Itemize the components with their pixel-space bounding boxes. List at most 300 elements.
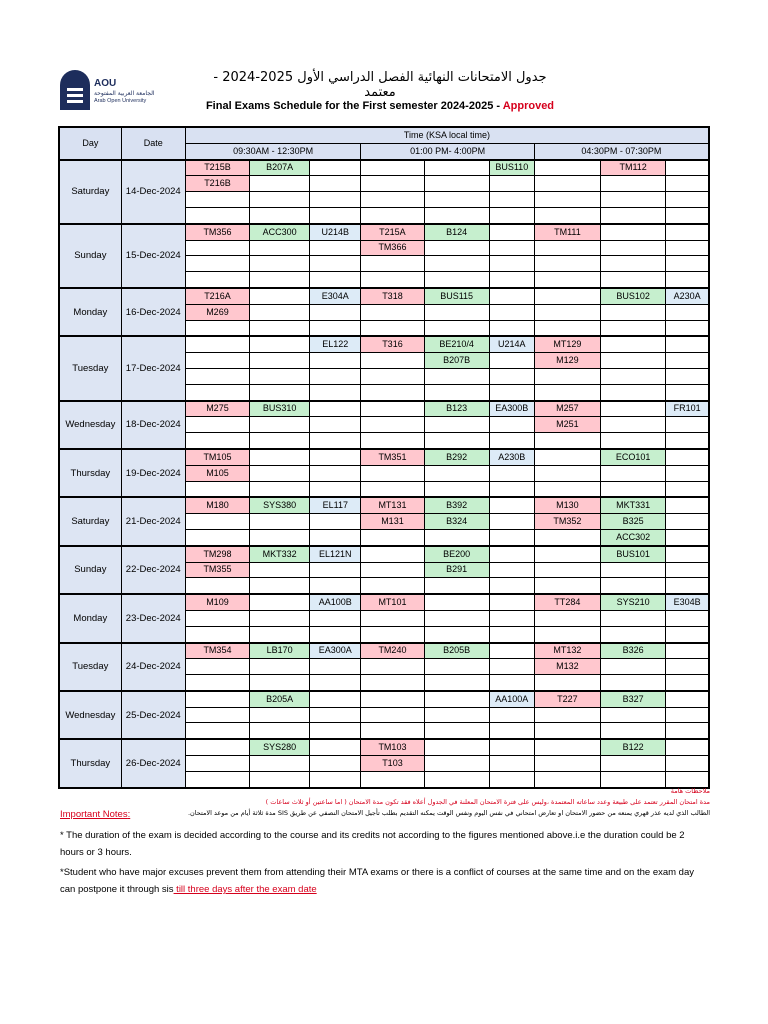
time-slot-header: 01:00 PM- 4:00PM [361, 143, 534, 159]
empty-cell [310, 756, 361, 772]
empty-cell [601, 610, 666, 626]
day-cell: Saturday [59, 497, 121, 545]
empty-cell [489, 320, 534, 336]
empty-cell [601, 207, 666, 223]
course-cell: TM105 [185, 449, 249, 465]
empty-cell [666, 449, 709, 465]
course-cell: MT129 [534, 336, 600, 352]
empty-cell [489, 192, 534, 208]
empty-cell [489, 272, 534, 288]
empty-cell [250, 176, 310, 192]
empty-cell [424, 160, 489, 176]
empty-cell [489, 756, 534, 772]
course-cell: T215B [185, 160, 249, 176]
empty-cell [666, 739, 709, 755]
empty-cell [250, 433, 310, 449]
empty-cell [361, 578, 424, 594]
empty-cell [310, 465, 361, 481]
empty-cell [361, 256, 424, 272]
empty-cell [601, 272, 666, 288]
empty-cell [361, 659, 424, 675]
course-cell: TM352 [534, 514, 600, 530]
empty-cell [361, 675, 424, 691]
empty-cell [489, 384, 534, 400]
empty-cell [534, 626, 600, 642]
empty-cell [489, 497, 534, 513]
empty-cell [489, 659, 534, 675]
empty-cell [250, 481, 310, 497]
empty-cell [361, 401, 424, 417]
course-cell: B205A [250, 691, 310, 707]
empty-cell [361, 207, 424, 223]
empty-cell [489, 643, 534, 659]
empty-cell [489, 417, 534, 433]
empty-cell [601, 675, 666, 691]
course-cell: TM298 [185, 546, 249, 562]
empty-cell [310, 207, 361, 223]
empty-cell [534, 578, 600, 594]
empty-cell [424, 465, 489, 481]
empty-cell [489, 176, 534, 192]
empty-cell [185, 514, 249, 530]
empty-cell [601, 707, 666, 723]
empty-cell [534, 433, 600, 449]
empty-cell [310, 384, 361, 400]
empty-cell [666, 192, 709, 208]
empty-cell [534, 465, 600, 481]
course-cell: M180 [185, 497, 249, 513]
empty-cell [666, 207, 709, 223]
day-cell: Sunday [59, 546, 121, 594]
empty-cell [534, 739, 600, 755]
empty-cell [361, 433, 424, 449]
empty-cell [361, 304, 424, 320]
date-cell: 22-Dec-2024 [121, 546, 185, 594]
empty-cell [310, 353, 361, 369]
empty-cell [361, 562, 424, 578]
empty-cell [310, 626, 361, 642]
empty-cell [601, 756, 666, 772]
empty-cell [424, 304, 489, 320]
empty-cell [250, 192, 310, 208]
empty-cell [250, 610, 310, 626]
course-cell: E304A [310, 288, 361, 304]
course-cell: MKT332 [250, 546, 310, 562]
table-row [59, 160, 709, 176]
empty-cell [666, 756, 709, 772]
empty-cell [361, 320, 424, 336]
course-cell: M257 [534, 401, 600, 417]
empty-cell [489, 224, 534, 240]
empty-cell [310, 707, 361, 723]
empty-cell [424, 240, 489, 256]
course-cell: BUS102 [601, 288, 666, 304]
title-english [200, 100, 560, 112]
empty-cell [361, 610, 424, 626]
course-cell: TM355 [185, 562, 249, 578]
empty-cell [534, 272, 600, 288]
empty-cell [310, 739, 361, 755]
course-cell: M129 [534, 353, 600, 369]
empty-cell [310, 433, 361, 449]
empty-cell [601, 353, 666, 369]
empty-cell [361, 546, 424, 562]
date-cell: 15-Dec-2024 [121, 224, 185, 288]
day-cell: Saturday [59, 160, 121, 224]
empty-cell [310, 368, 361, 384]
empty-cell [361, 272, 424, 288]
empty-cell [666, 433, 709, 449]
empty-cell [601, 368, 666, 384]
empty-cell [666, 610, 709, 626]
day-cell: Monday [59, 594, 121, 642]
empty-cell [185, 384, 249, 400]
course-cell: MT132 [534, 643, 600, 659]
column-header-date: Date [121, 127, 185, 160]
course-cell: BE200 [424, 546, 489, 562]
empty-cell [250, 272, 310, 288]
date-cell: 17-Dec-2024 [121, 336, 185, 400]
empty-cell [424, 368, 489, 384]
empty-cell [666, 465, 709, 481]
empty-cell [534, 384, 600, 400]
empty-cell [489, 368, 534, 384]
empty-cell [310, 578, 361, 594]
course-cell: A230A [666, 288, 709, 304]
time-header: Time (KSA local time) [185, 127, 709, 143]
empty-cell [424, 659, 489, 675]
empty-cell [666, 353, 709, 369]
course-cell: TM356 [185, 224, 249, 240]
empty-cell [185, 353, 249, 369]
empty-cell [310, 659, 361, 675]
empty-cell [534, 176, 600, 192]
empty-cell [310, 723, 361, 739]
empty-cell [185, 433, 249, 449]
empty-cell [250, 626, 310, 642]
empty-cell [361, 529, 424, 545]
empty-cell [185, 756, 249, 772]
empty-cell [424, 739, 489, 755]
empty-cell [361, 417, 424, 433]
empty-cell [601, 578, 666, 594]
table-row [59, 643, 709, 659]
empty-cell [250, 465, 310, 481]
empty-cell [666, 368, 709, 384]
title-english-text: Final Exams Schedule for the First semester 2024-2025 - [205, 100, 503, 112]
empty-cell [666, 546, 709, 562]
arabic-notes-heading: ملاحظات هامة [670, 787, 710, 795]
empty-cell [489, 481, 534, 497]
day-cell: Monday [59, 288, 121, 336]
empty-cell [601, 433, 666, 449]
empty-cell [666, 336, 709, 352]
empty-cell [601, 417, 666, 433]
empty-cell [250, 529, 310, 545]
course-cell: EL122 [310, 336, 361, 352]
course-cell: EA300B [489, 401, 534, 417]
course-cell: M105 [185, 465, 249, 481]
empty-cell [666, 240, 709, 256]
empty-cell [310, 176, 361, 192]
empty-cell [310, 691, 361, 707]
english-notes [60, 806, 710, 898]
course-cell: M132 [534, 659, 600, 675]
empty-cell [424, 433, 489, 449]
empty-cell [361, 626, 424, 642]
empty-cell [489, 739, 534, 755]
course-cell: LB170 [250, 643, 310, 659]
empty-cell [534, 529, 600, 545]
empty-cell [424, 578, 489, 594]
empty-cell [666, 384, 709, 400]
day-cell: Thursday [59, 449, 121, 497]
approved-badge: Approved [502, 100, 555, 112]
empty-cell [601, 320, 666, 336]
table-row [59, 288, 709, 304]
empty-cell [666, 691, 709, 707]
empty-cell [185, 610, 249, 626]
empty-cell [666, 659, 709, 675]
empty-cell [424, 610, 489, 626]
empty-cell [666, 562, 709, 578]
empty-cell [361, 707, 424, 723]
empty-cell [601, 384, 666, 400]
empty-cell [666, 256, 709, 272]
empty-cell [424, 723, 489, 739]
course-cell: M269 [185, 304, 249, 320]
table-row [59, 497, 709, 513]
empty-cell [534, 160, 600, 176]
empty-cell [424, 272, 489, 288]
empty-cell [489, 207, 534, 223]
empty-cell [185, 272, 249, 288]
empty-cell [601, 176, 666, 192]
empty-cell [601, 336, 666, 352]
course-cell: SYS380 [250, 497, 310, 513]
date-cell: 21-Dec-2024 [121, 497, 185, 545]
empty-cell [424, 192, 489, 208]
note-deadline-text: till three days after the exam date [173, 884, 317, 895]
course-cell: MT131 [361, 497, 424, 513]
empty-cell [666, 529, 709, 545]
empty-cell [424, 691, 489, 707]
empty-cell [534, 368, 600, 384]
empty-cell [666, 272, 709, 288]
empty-cell [489, 529, 534, 545]
empty-cell [310, 417, 361, 433]
course-cell: ECO101 [601, 449, 666, 465]
empty-cell [489, 707, 534, 723]
day-cell: Wednesday [59, 401, 121, 449]
empty-cell [310, 304, 361, 320]
course-cell: B291 [424, 562, 489, 578]
empty-cell [666, 224, 709, 240]
empty-cell [601, 465, 666, 481]
course-cell: T103 [361, 756, 424, 772]
course-cell: BE210/4 [424, 336, 489, 352]
date-cell: 24-Dec-2024 [121, 643, 185, 691]
university-logo [60, 70, 180, 112]
course-cell: EL121N [310, 546, 361, 562]
empty-cell [534, 723, 600, 739]
empty-cell [534, 449, 600, 465]
empty-cell [310, 240, 361, 256]
empty-cell [361, 160, 424, 176]
empty-cell [361, 368, 424, 384]
course-cell: M131 [361, 514, 424, 530]
empty-cell [489, 288, 534, 304]
empty-cell [250, 353, 310, 369]
empty-cell [250, 659, 310, 675]
empty-cell [250, 578, 310, 594]
empty-cell [424, 417, 489, 433]
course-cell: M251 [534, 417, 600, 433]
empty-cell [361, 353, 424, 369]
empty-cell [424, 529, 489, 545]
empty-cell [310, 256, 361, 272]
empty-cell [601, 626, 666, 642]
empty-cell [534, 610, 600, 626]
empty-cell [185, 659, 249, 675]
course-cell: AA100A [489, 691, 534, 707]
empty-cell [185, 739, 249, 755]
course-cell: B325 [601, 514, 666, 530]
empty-cell [185, 481, 249, 497]
empty-cell [250, 514, 310, 530]
course-cell: SYS280 [250, 739, 310, 755]
course-cell: TM366 [361, 240, 424, 256]
logo-abbr: AOU [94, 78, 117, 89]
arabic-note-2: الطالب الذي لديه عذر قهري يمنعه من حضور الامتحان او تعارض امتحاني في نفس اليوم ونفس الوقت يمكنه التقديم بطلب تأجيل الامتحان النصفي عن طريق SIS مدة ثلاثة أيام من موعد الامتحان. [187, 809, 710, 817]
course-cell: E304B [666, 594, 709, 610]
empty-cell [489, 626, 534, 642]
empty-cell [424, 481, 489, 497]
table-row [59, 546, 709, 562]
empty-cell [185, 691, 249, 707]
empty-cell [361, 176, 424, 192]
important-notes-heading: Important Notes: [60, 809, 131, 820]
empty-cell [424, 626, 489, 642]
course-cell: EL117 [310, 497, 361, 513]
course-cell: B123 [424, 401, 489, 417]
empty-cell [185, 207, 249, 223]
english-note-1: * The duration of the exam is decided according to the course and its credits not according to the figures mentioned above.i.e the duration could be 2 hours or 3 hours. [60, 830, 685, 858]
date-cell: 26-Dec-2024 [121, 739, 185, 787]
course-cell: TM111 [534, 224, 600, 240]
empty-cell [310, 449, 361, 465]
course-cell: B392 [424, 497, 489, 513]
course-cell: B207B [424, 353, 489, 369]
empty-cell [250, 288, 310, 304]
course-cell: B124 [424, 224, 489, 240]
course-cell: B324 [424, 514, 489, 530]
empty-cell [250, 368, 310, 384]
course-cell: A230B [489, 449, 534, 465]
empty-cell [361, 691, 424, 707]
empty-cell [534, 707, 600, 723]
empty-cell [534, 288, 600, 304]
empty-cell [601, 304, 666, 320]
empty-cell [185, 320, 249, 336]
empty-cell [424, 256, 489, 272]
exam-schedule-table [58, 126, 710, 789]
empty-cell [185, 417, 249, 433]
course-cell: M130 [534, 497, 600, 513]
empty-cell [666, 707, 709, 723]
day-cell: Wednesday [59, 691, 121, 739]
empty-cell [666, 514, 709, 530]
empty-cell [666, 176, 709, 192]
empty-cell [601, 401, 666, 417]
course-cell: ACC300 [250, 224, 310, 240]
empty-cell [601, 224, 666, 240]
course-cell: B205B [424, 643, 489, 659]
course-cell: U214A [489, 336, 534, 352]
course-cell: T216B [185, 176, 249, 192]
empty-cell [250, 707, 310, 723]
empty-cell [310, 514, 361, 530]
empty-cell [666, 497, 709, 513]
course-cell: BUS310 [250, 401, 310, 417]
course-cell: MKT331 [601, 497, 666, 513]
course-cell: M275 [185, 401, 249, 417]
empty-cell [185, 707, 249, 723]
empty-cell [185, 626, 249, 642]
course-cell: TM240 [361, 643, 424, 659]
empty-cell [424, 756, 489, 772]
day-cell: Tuesday [59, 336, 121, 400]
course-cell: T227 [534, 691, 600, 707]
course-cell: B327 [601, 691, 666, 707]
day-cell: Tuesday [59, 643, 121, 691]
empty-cell [489, 304, 534, 320]
course-cell: B207A [250, 160, 310, 176]
empty-cell [361, 723, 424, 739]
course-cell: BUS115 [424, 288, 489, 304]
empty-cell [489, 465, 534, 481]
empty-cell [601, 481, 666, 497]
empty-cell [310, 320, 361, 336]
date-cell: 14-Dec-2024 [121, 160, 185, 224]
empty-cell [489, 353, 534, 369]
course-cell: ACC302 [601, 529, 666, 545]
empty-cell [250, 320, 310, 336]
empty-cell [310, 610, 361, 626]
empty-cell [310, 675, 361, 691]
empty-cell [534, 546, 600, 562]
empty-cell [361, 384, 424, 400]
course-cell: B326 [601, 643, 666, 659]
course-cell: TT284 [534, 594, 600, 610]
logo-name-ar: الجامعة العربية المفتوحة [94, 90, 155, 97]
empty-cell [601, 192, 666, 208]
course-cell: T216A [185, 288, 249, 304]
empty-cell [666, 160, 709, 176]
empty-cell [250, 417, 310, 433]
empty-cell [185, 578, 249, 594]
date-cell: 19-Dec-2024 [121, 449, 185, 497]
empty-cell [185, 529, 249, 545]
empty-cell [489, 562, 534, 578]
course-cell: TM354 [185, 643, 249, 659]
empty-cell [601, 562, 666, 578]
course-cell: AA100B [310, 594, 361, 610]
empty-cell [489, 546, 534, 562]
empty-cell [250, 594, 310, 610]
empty-cell [666, 304, 709, 320]
empty-cell [361, 481, 424, 497]
